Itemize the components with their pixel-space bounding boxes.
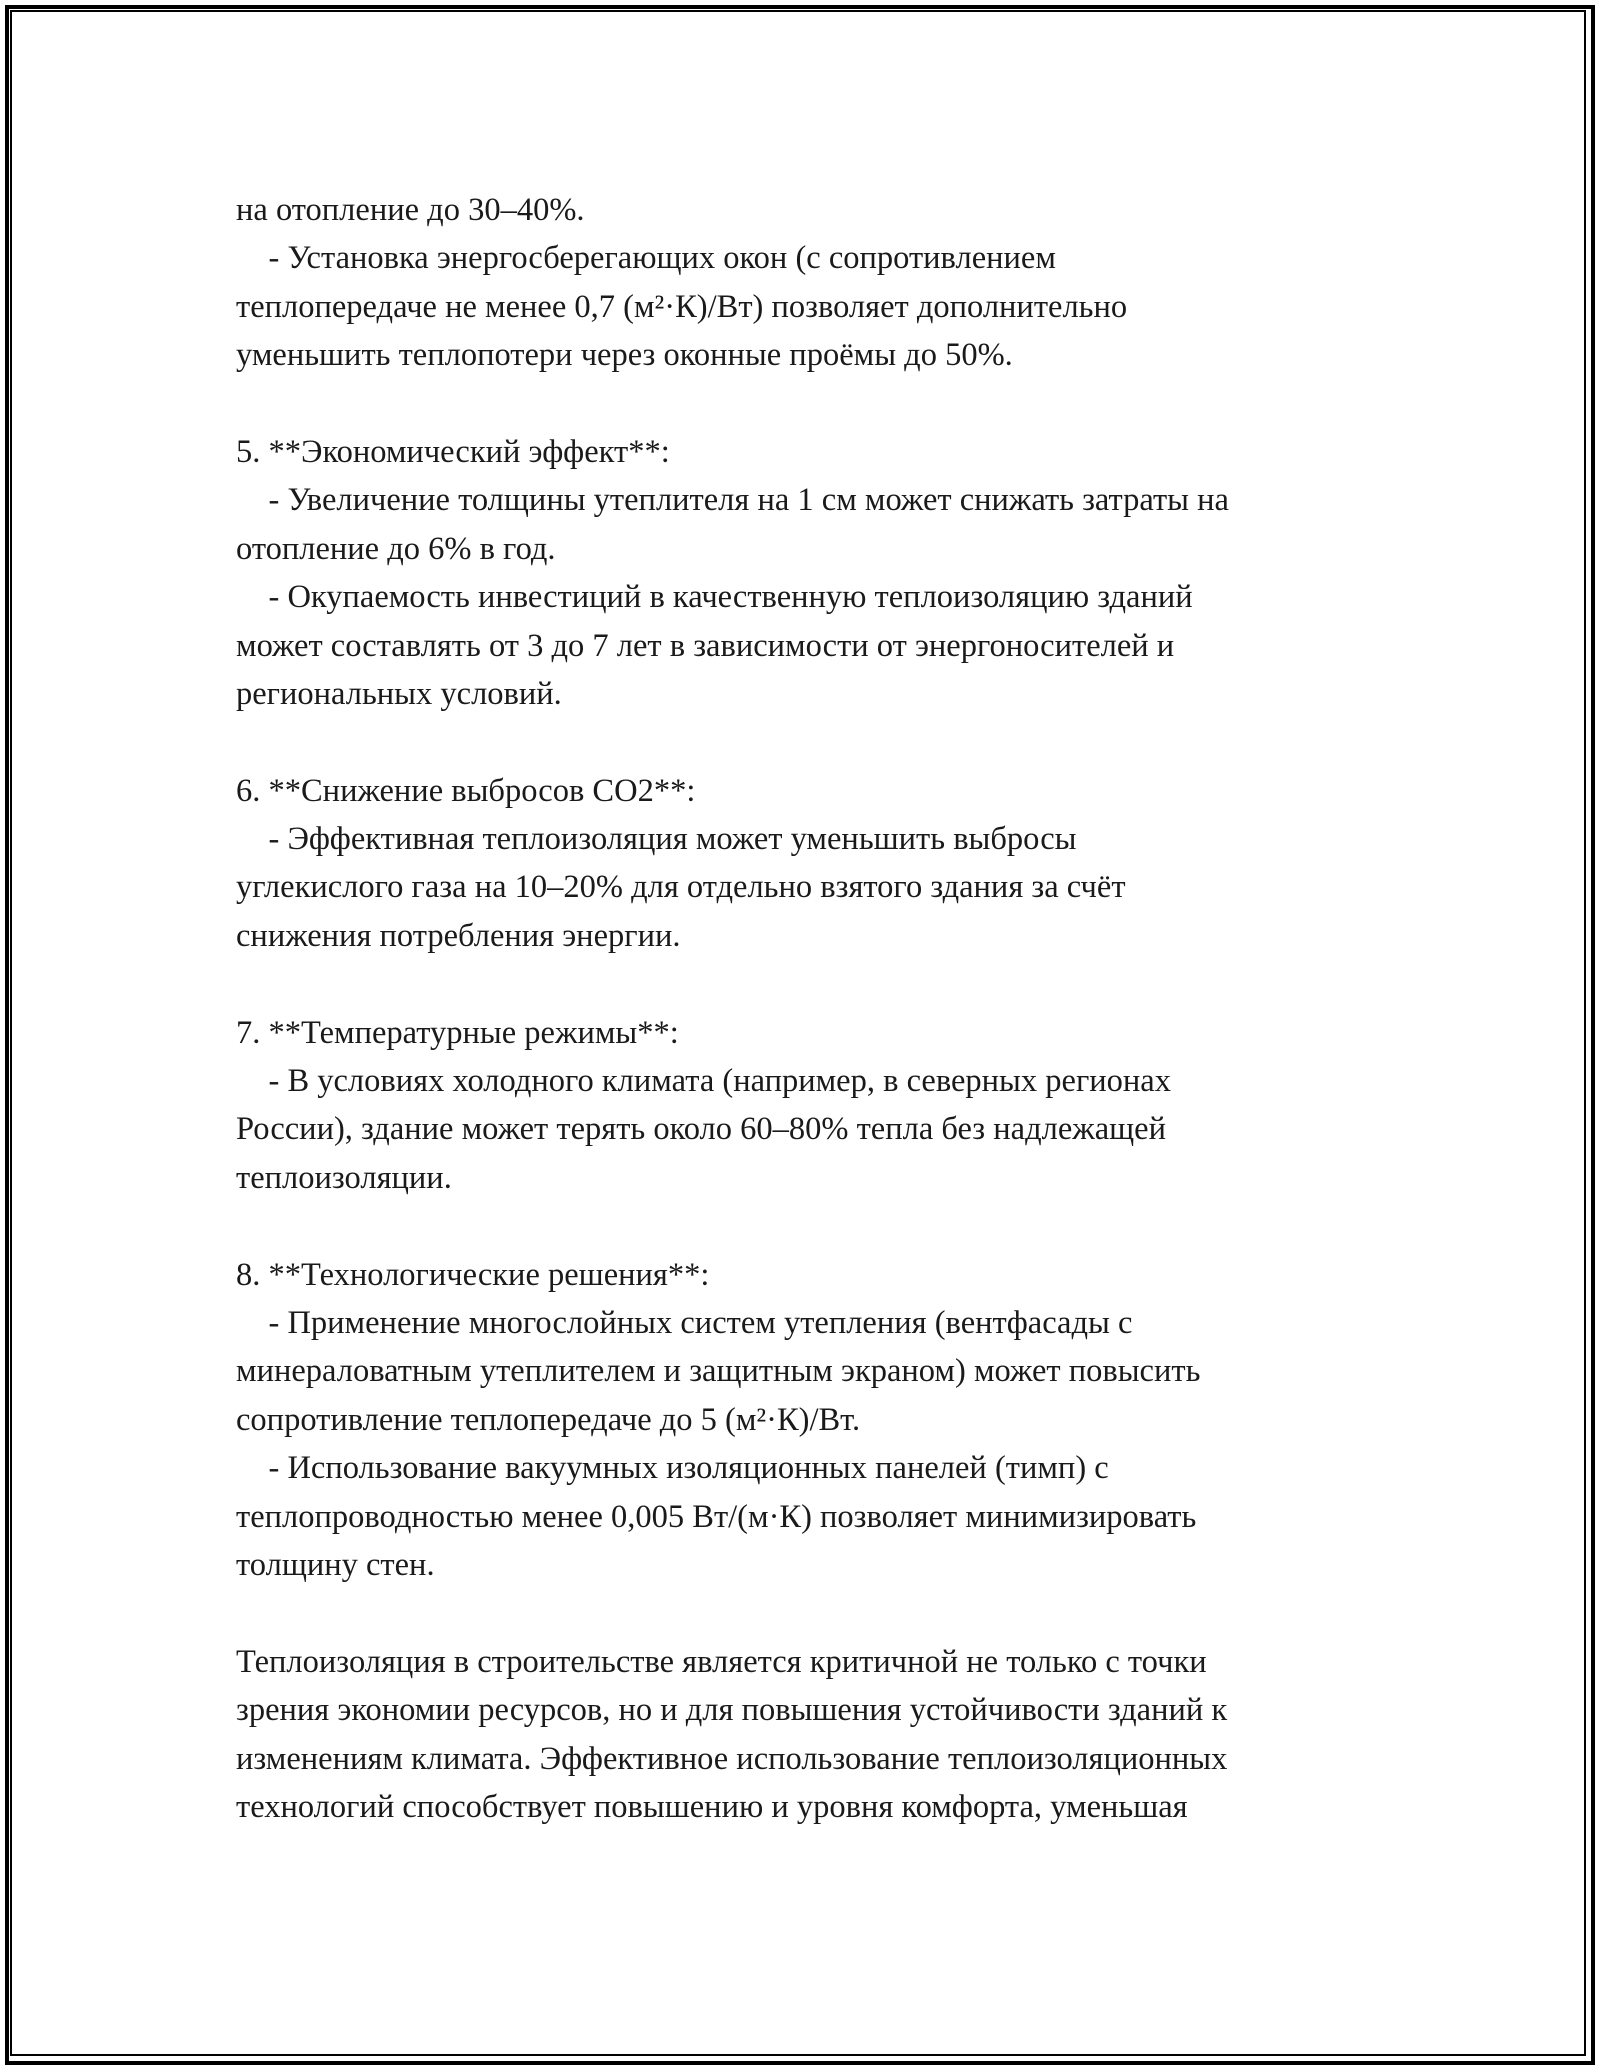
text-line: России), здание может терять около 60–80% тепла без надлежащей [236,1111,1166,1148]
text-line: региональных условий. [236,675,562,712]
text-line: теплопроводностью менее 0,005 Вт/(м·К) позволяет минимизировать [236,1498,1197,1535]
text-line: углекислого газа на 10–20% для отдельно взятого здания за счёт [236,869,1126,906]
text-line: теплопередаче не менее 0,7 (м²·К)/Вт) позволяет дополнительно [236,288,1128,325]
blank-line [236,1589,1386,1637]
text-line: - Использование вакуумных изоляционных панелей (тимп) с [236,1450,1109,1487]
blank-line [236,960,1386,1008]
text-line: отопление до 6% в год. [236,530,556,567]
conclusion-line: изменениям климата. Эффективное использование теплоизоляционных [236,1740,1228,1777]
text-line: снижения потребления энергии. [236,917,681,954]
text-line: уменьшить теплопотери через оконные проёмы до 50%. [236,337,1013,374]
text-line: - Увеличение толщины утеплителя на 1 см может снижать затраты на [236,482,1229,519]
conclusion-line: технологий способствует повышению и уровня комфорта, уменьшая [236,1788,1188,1825]
section-heading: 6. **Снижение выбросов CO2**: [236,772,696,809]
text-line: - Эффективная теплоизоляция может уменьшить выбросы [236,821,1077,858]
text-line: теплоизоляции. [236,1159,452,1196]
section-heading: 8. **Технологические решения**: [236,1256,710,1293]
blank-line [236,380,1386,428]
blank-line [236,718,1386,766]
document-body [236,186,1386,1831]
conclusion-line: зрения экономии ресурсов, но и для повышения устойчивости зданий к [236,1692,1228,1729]
text-line: может составлять от 3 до 7 лет в зависимости от энергоносителей и [236,627,1175,664]
text-line: - Окупаемость инвестиций в качественную теплоизоляцию зданий [236,579,1193,616]
conclusion-line: Теплоизоляция в строительстве является критичной не только с точки [236,1643,1207,1680]
text-line: - В условиях холодного климата (например, в северных регионах [236,1063,1171,1100]
section-heading: 7. **Температурные режимы**: [236,1014,679,1051]
section-heading: 5. **Экономический эффект**: [236,433,670,470]
blank-line [236,1202,1386,1250]
text-line: минераловатным утеплителем и защитным экраном) может повысить [236,1353,1201,1390]
text-line: толщину стен. [236,1546,435,1583]
text-line: на отопление до 30–40%. [236,192,585,228]
text-line: сопротивление теплопередаче до 5 (м²·К)/Вт. [236,1401,861,1438]
text-line: - Применение многослойных систем утепления (вентфасады с [236,1304,1133,1341]
text-line: - Установка энергосберегающих окон (с сопротивлением [236,240,1056,277]
